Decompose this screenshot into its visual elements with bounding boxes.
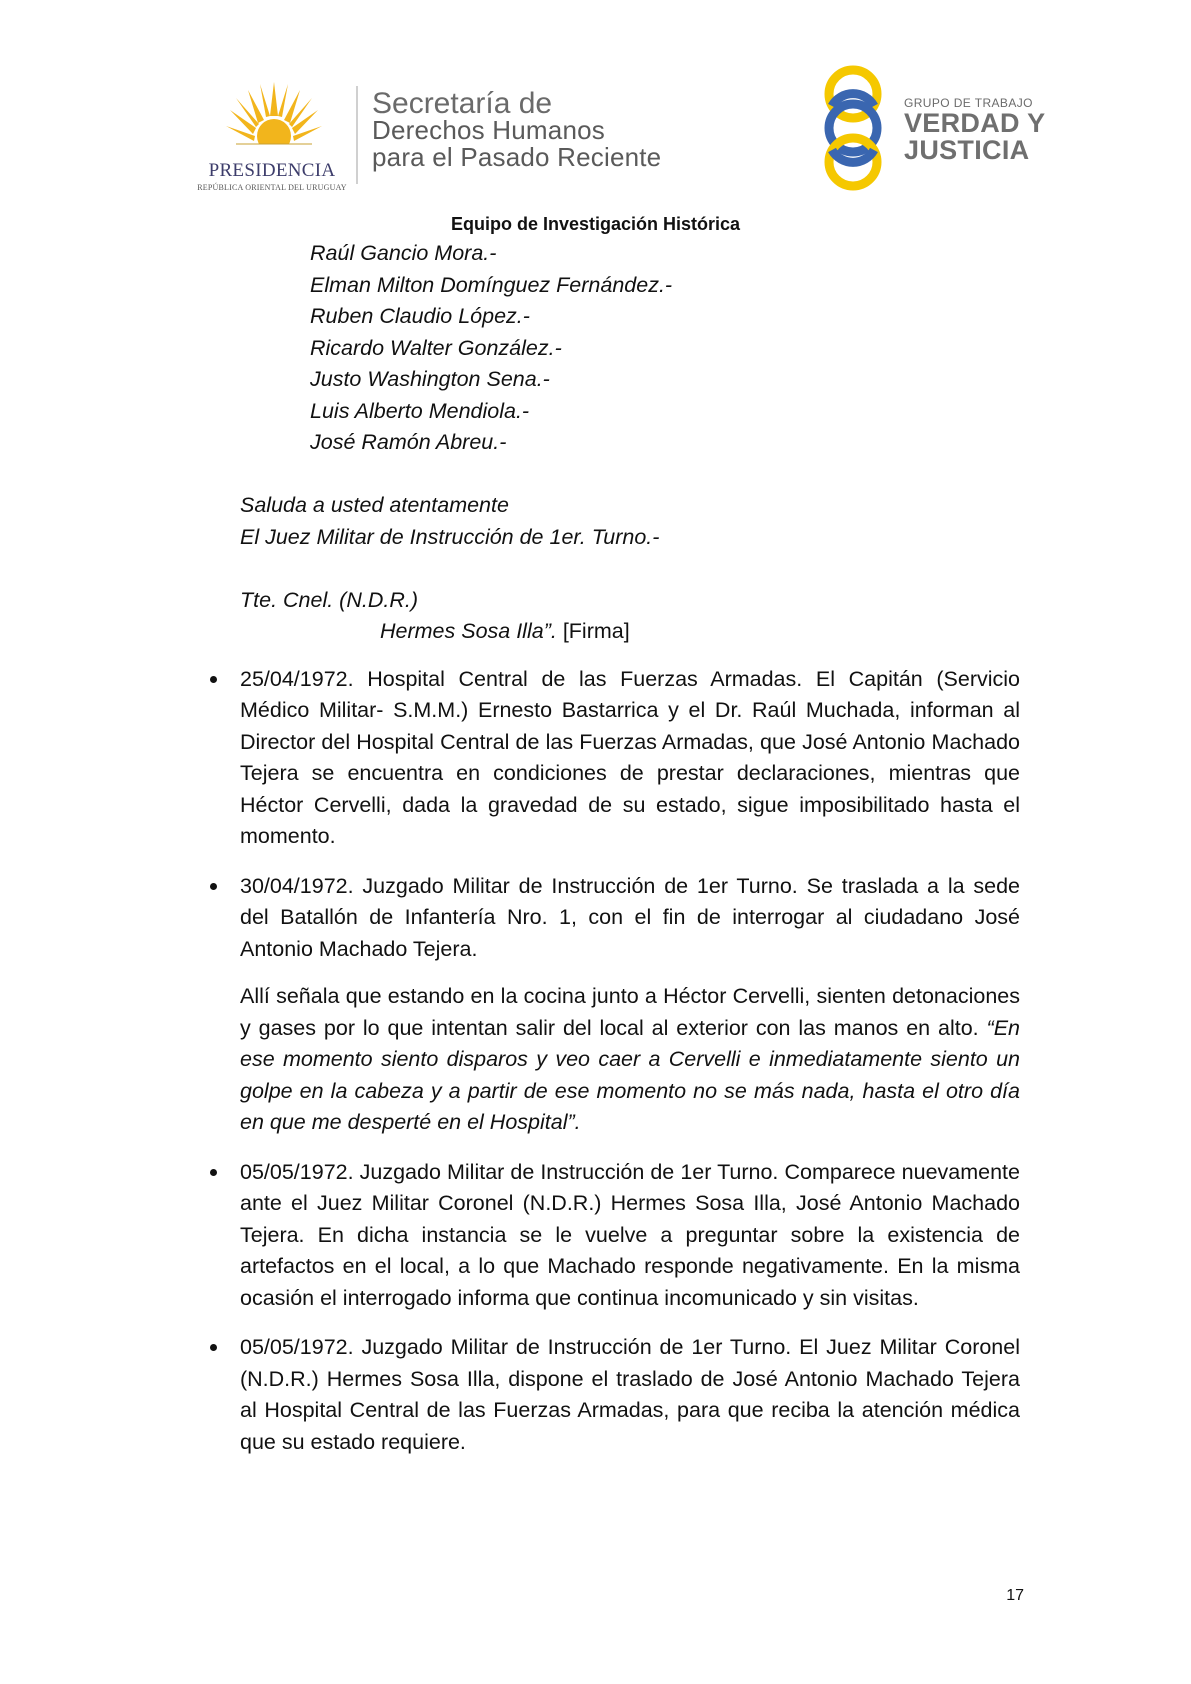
bullet-icon bbox=[210, 1344, 217, 1351]
name-item: Raúl Gancio Mora.- bbox=[310, 241, 497, 265]
header-divider bbox=[356, 86, 358, 184]
bullet-icon bbox=[210, 1169, 217, 1176]
presidencia-subtitle: REPÚBLICA ORIENTAL DEL URUGUAY bbox=[197, 183, 347, 192]
page-number: 17 bbox=[1006, 1587, 1024, 1604]
followup-quote: “En ese momento siento disparos y veo caer a Cervelli e inmediatamente siento un golpe en la cabeza y a partir de ese momento no se más nada, hasta el otro día en que me desperté en el Hospital”. bbox=[240, 1015, 1020, 1134]
followup-text: Allí señala que estando en la cocina junto a Héctor Cervelli, sienten detonaciones y gases por lo que intentan salir del local al exterior con las manos en alto. bbox=[240, 984, 1020, 1040]
secretaria-line-3: para el Pasado Reciente bbox=[372, 142, 662, 172]
list-item bbox=[240, 1157, 1020, 1315]
signer-name: Hermes Sosa Illa”. bbox=[380, 619, 557, 643]
grupo-logo-text bbox=[904, 96, 1045, 164]
entry-text: 05/05/1972. Juzgado Militar de Instrucción de 1er Turno. El Juez Militar Coronel (N.D.R.) Hermes Sosa Illa, dispone el traslado de José Antonio Machado Tejera al Hospital Central de las Fuerzas Armadas, para que reciba la atención médica que su estado requiere. bbox=[240, 1335, 1020, 1454]
list-item bbox=[240, 1332, 1020, 1458]
signature-note: [Firma] bbox=[556, 619, 630, 643]
secretaria-line-1: Secretaría de bbox=[372, 87, 553, 120]
name-item: Ruben Claudio López.- bbox=[310, 304, 530, 328]
name-item: Justo Washington Sena.- bbox=[310, 367, 550, 391]
list-item bbox=[240, 664, 1020, 853]
closing-judge: El Juez Militar de Instrucción de 1er. Turno.- bbox=[240, 524, 660, 549]
sun-icon bbox=[226, 80, 322, 158]
chain-rings-icon bbox=[808, 64, 898, 192]
closing-rank: Tte. Cnel. (N.D.R.) bbox=[240, 587, 418, 612]
list-item bbox=[240, 871, 1020, 966]
bullet-icon bbox=[210, 883, 217, 890]
document-body bbox=[240, 238, 1020, 1458]
entry-text: 05/05/1972. Juzgado Militar de Instrucción de 1er Turno. Comparece nuevamente ante el Juez Militar Coronel (N.D.R.) Hermes Sosa Illa, José Antonio Machado Tejera. En dicha instancia se le vuelve a preguntar sobre la existencia de artefactos en el local, a lo que Machado responde negativamente. En la misma ocasión el interrogado informa que continua incomunicado y sin visitas. bbox=[240, 1159, 1020, 1310]
entry-text: 25/04/1972. Hospital Central de las Fuerzas Armadas. El Capitán (Servicio Médico Militar- S.M.M.) Ernesto Bastarrica y el Dr. Raúl Muchada, informan al Director del Hospital Central de las Fuerzas Armadas, que José Antonio Machado Tejera se encuentra en condiciones de prestar declaraciones, mientras que Héctor Cervelli, dada la gravedad de su estado, sigue imposibilitado hasta el momento. bbox=[240, 666, 1020, 848]
presidencia-title: PRESIDENCIA bbox=[208, 160, 336, 181]
grupo-line-2: VERDAD Y bbox=[904, 108, 1046, 138]
grupo-line-3: JUSTICIA bbox=[904, 135, 1030, 165]
name-item: José Ramón Abreu.- bbox=[310, 430, 507, 454]
name-item: Luis Alberto Mendiola.- bbox=[310, 398, 530, 423]
secretaria-line-2: Derechos Humanos bbox=[372, 115, 605, 145]
signature-line bbox=[380, 616, 1020, 648]
entry-text: 30/04/1972. Juzgado Militar de Instrucción de 1er Turno. Se traslada a la sede del Batallón de Infantería Nro. 1, con el fin de interrogar al ciudadano José Antonio Machado Tejera. bbox=[240, 873, 1020, 961]
secretaria-logo-text bbox=[372, 87, 662, 172]
team-title: Equipo de Investigación Histórica bbox=[450, 214, 741, 234]
grupo-line-1: GRUPO DE TRABAJO bbox=[904, 96, 1033, 110]
page-header bbox=[0, 58, 1191, 198]
names-list bbox=[310, 238, 1020, 459]
closing-greeting: Saluda a usted atentamente bbox=[240, 493, 509, 517]
name-item: Elman Milton Domínguez Fernández.- bbox=[310, 272, 673, 297]
name-item: Ricardo Walter González.- bbox=[310, 335, 562, 360]
bullet-icon bbox=[210, 676, 217, 683]
entry-followup bbox=[240, 981, 1020, 1139]
presidencia-logo bbox=[196, 80, 348, 230]
